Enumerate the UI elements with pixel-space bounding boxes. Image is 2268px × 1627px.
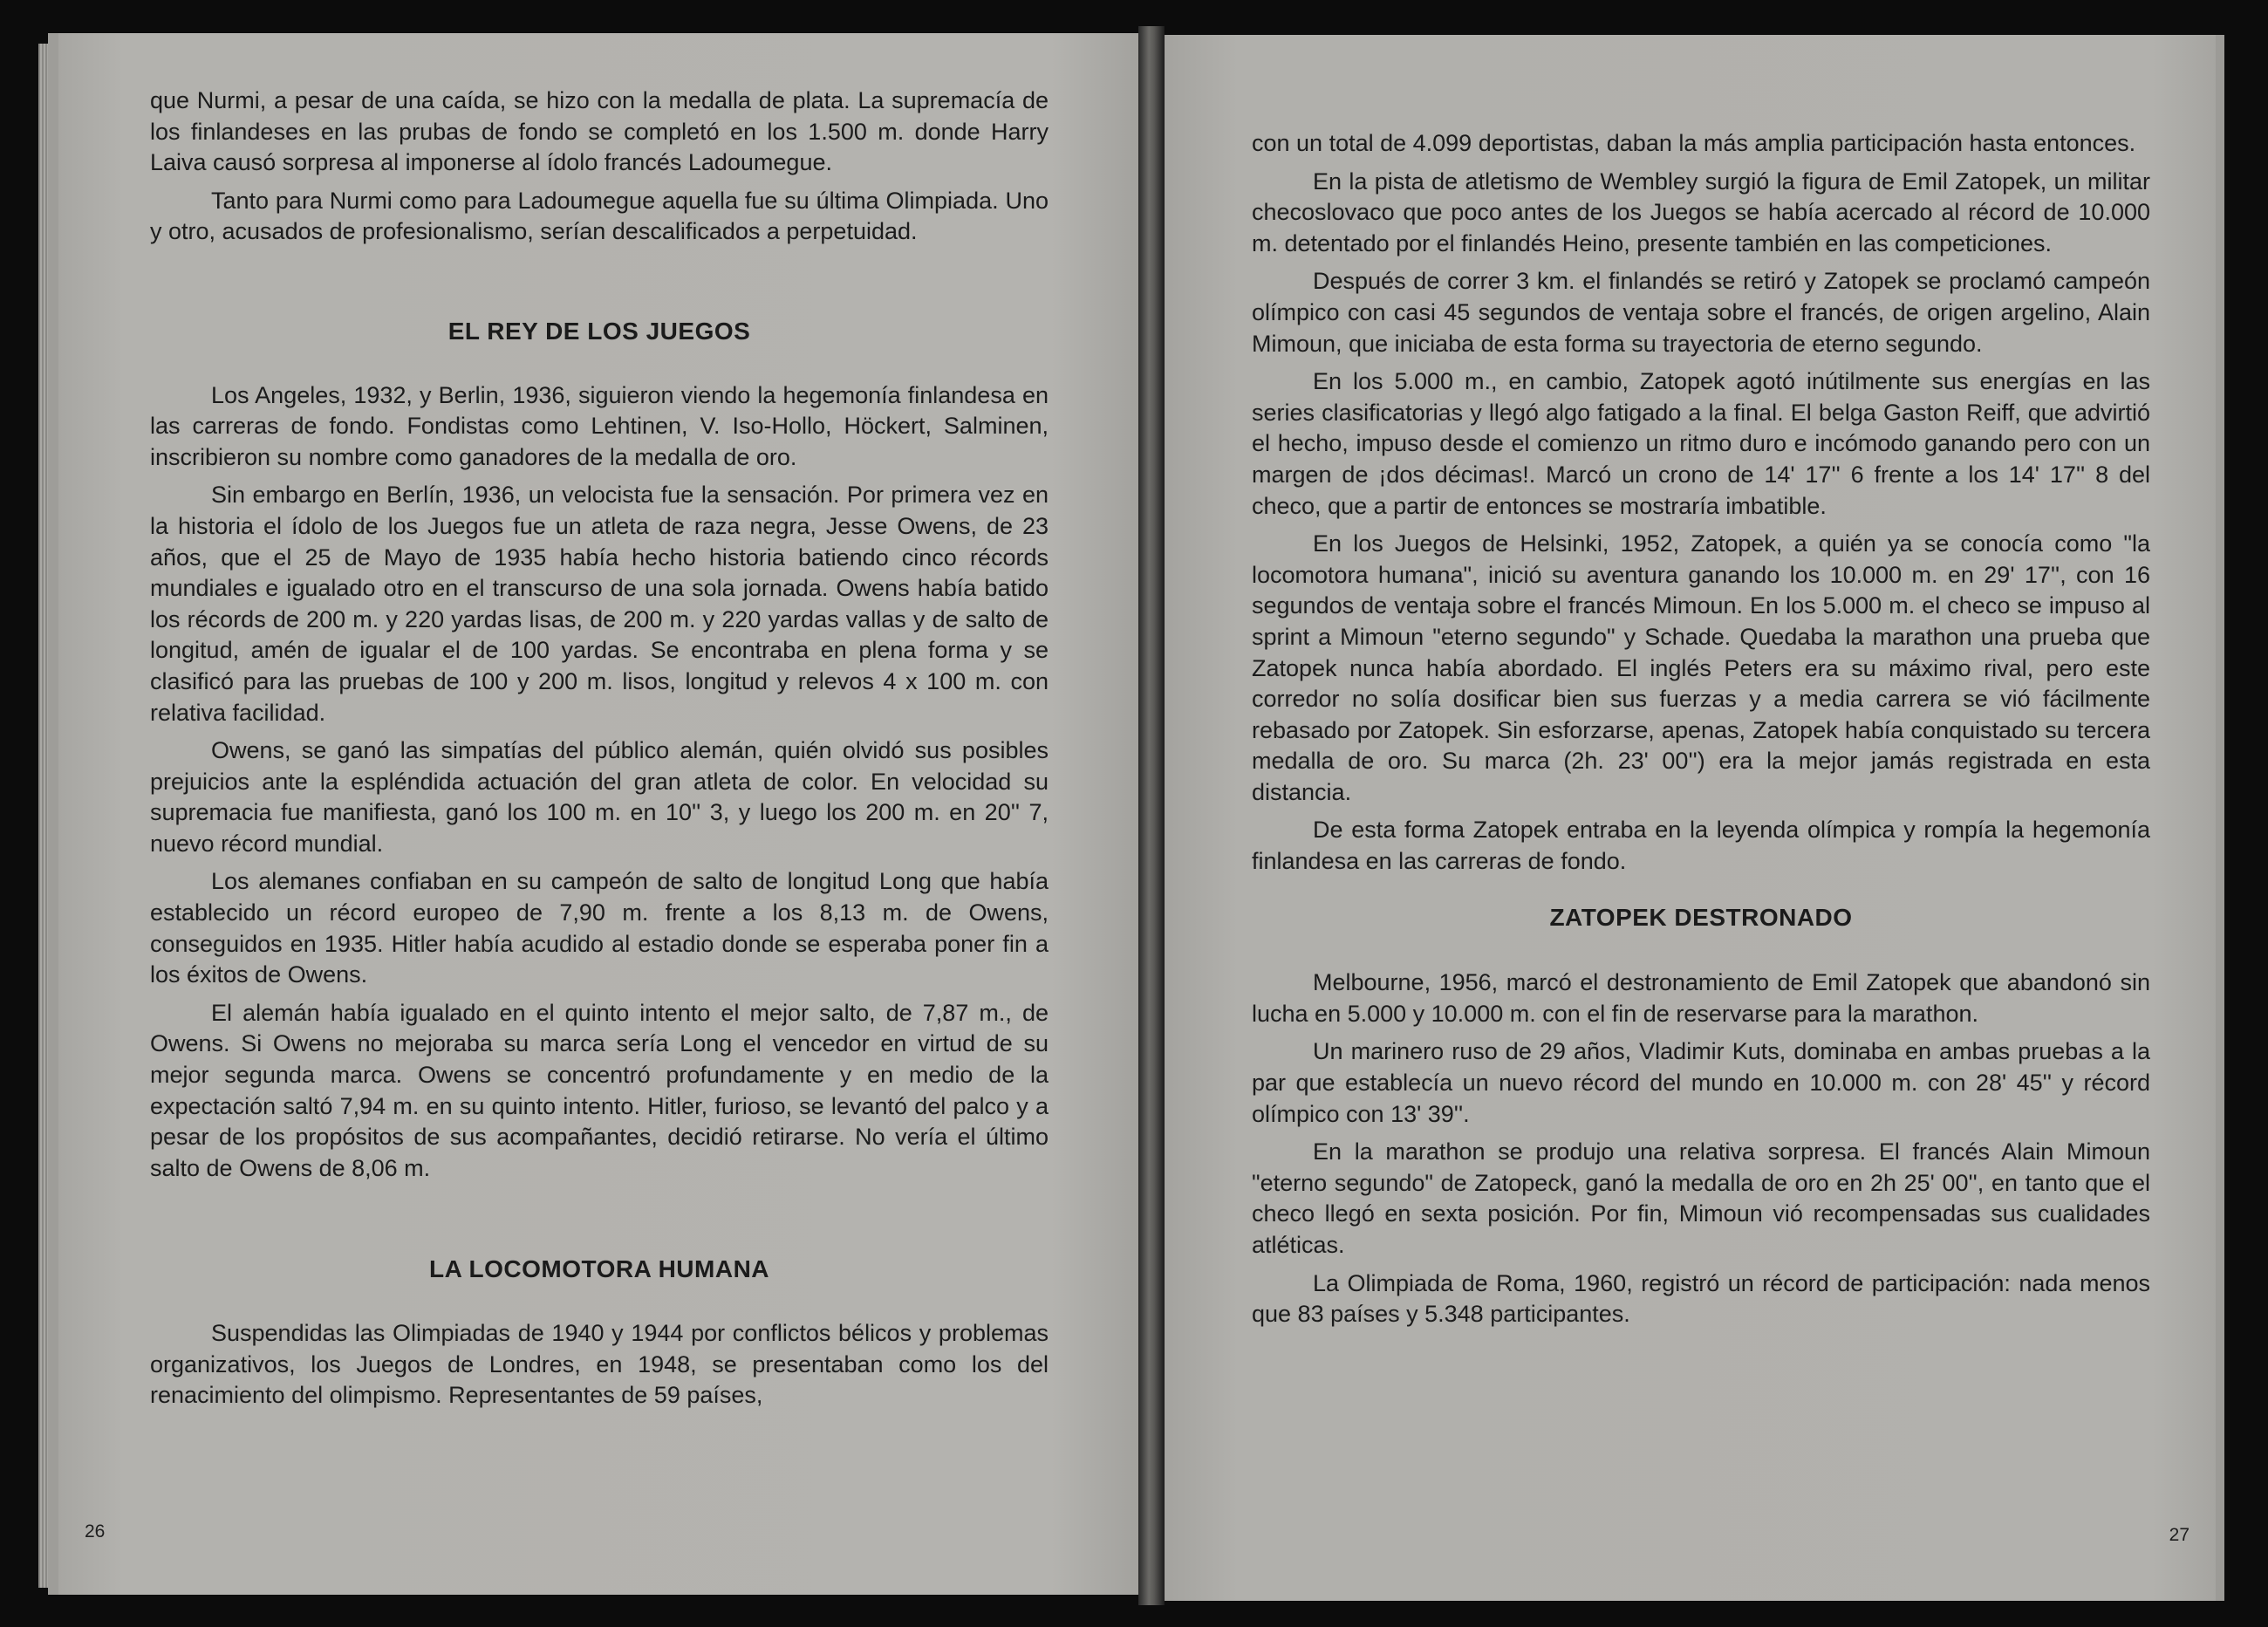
paragraph: Después de correr 3 km. el finlandés se retiró y Zatopek se proclamó campeón olímpico con casi 45 segundos de ventaja sobre el francés, de origen argelino, Alain Mimoun, que iniciaba de esta forma su trayectoria de eterno segundo.: [1252, 268, 2150, 357]
section-title-el-rey-de-los-juegos: EL REY DE LOS JUEGOS: [447, 317, 751, 345]
paragraph: El alemán había igualado en el quinto intento el mejor salto, de 7,87 m., de Owens. Si Owens no mejoraba su marca sería Long el vencedor en virtud de su mejor segunda marca. Owens se concentró profundamente y en medio de la expectación saltó 7,94 m. en su quinto intento. Hitler, furioso, se levantó del palco y a pesar de los propósitos de sus acompañantes, decidió retirarse. No vería el último salto de Owens de 8,06 m.: [150, 999, 1049, 1181]
paragraph: que Nurmi, a pesar de una caída, se hizo con la medalla de plata. La supremacía de los finlandeses en las prubas de fondo se completó en los 1.500 m. donde Harry Laiva causó sorpresa al imponerse al ídolo francés Ladoumegue.: [150, 87, 1049, 176]
book-gutter: [1138, 26, 1165, 1605]
paragraph: La Olimpiada de Roma, 1960, registró un récord de participación: nada menos que 83 países y 5.348 participantes.: [1252, 1269, 2150, 1328]
paragraph: Owens, se ganó las simpatías del público alemán, quién olvidó sus posibles prejuicios ante la espléndida actuación del gran atleta de color. En velocidad su supremacia fue manifiesta, ganó los 100 m. en 10'' 3, y luego los 200 m. en 20'' 7, nuevo récord mundial.: [150, 737, 1049, 857]
paragraph: Los Angeles, 1932, y Berlin, 1936, siguieron viendo la hegemonía finlandesa en las carreras de fondo. Fondistas como Lehtinen, V. Iso-Hollo, Höckert, Salminen, inscribieron su nombre como ganadores de la medalla de oro.: [150, 381, 1049, 470]
right-page: [1165, 35, 2224, 1601]
section-title-la-locomotora-humana: LA LOCOMOTORA HUMANA: [428, 1255, 770, 1283]
paragraph: En los 5.000 m., en cambio, Zatopek agotó inútilmente sus energías en las series clasificatorias y llegó algo fatigado a la final. El belga Gaston Reiff, que advirtió el hecho, impuso desde el comienzo un ritmo duro e incómodo ganando pero con un margen de ¡dos décimas!. Marcó un crono de 14' 17'' 6 frente a los 14' 17'' 8 del checo, que a partir de entonces se mostraría imbatible.: [1252, 368, 2150, 519]
right-page-text-column: [1252, 128, 2150, 1337]
paragraph: Un marinero ruso de 29 años, Vladimir Kuts, dominaba en ambas pruebas a la par que establecía un nuevo récord del mundo en 10.000 m. con 28' 45'' y récord olímpico con 13' 39''.: [1252, 1038, 2150, 1127]
paragraph: Tanto para Nurmi como para Ladoumegue aquella fue su última Olimpiada. Uno y otro, acusados de profesionalismo, serían descalificados a perpetuidad.: [150, 187, 1049, 245]
paragraph: Sin embargo en Berlín, 1936, un velocista fue la sensación. Por primera vez en la historia el ídolo de los Juegos fue un atleta de raza negra, Jesse Owens, de 23 años, que el 25 de Mayo de 1935 había hecho historia batiendo cinco récords mundiales e igualado otro en el transcurso de una sola jornada. Owens había batido los récords de 200 m. y 220 yardas lisas, de 200 m. y 220 yardas vallas y de salto de longitud, amén de igualar el de 100 yardas. Se encontraba en plena forma y se clasificó para las pruebas de 100 y 200 m. lisos, longitud y relevos 4 x 100 m. con relativa facilidad.: [150, 482, 1049, 726]
paragraph: En la marathon se produjo una relativa sorpresa. El francés Alain Mimoun "eterno segundo" de Zatopeck, ganó la medalla de oro en 2h 25' 00'', en tanto que el checo llegó en sexta posición. Por fin, Mimoun vió recompensadas sus cualidades atléticas.: [1252, 1138, 2150, 1258]
page-number: 26: [85, 1521, 106, 1542]
section-title-zatopek-destronado: ZATOPEK DESTRONADO: [1549, 903, 1853, 931]
left-page-text-column: [150, 85, 1049, 1418]
paragraph: Los alemanes confiaban en su campeón de salto de longitud Long que había establecido un récord europeo de 7,90 m. frente a los 8,13 m. de Owens, conseguidos en 1935. Hitler había acudido al estadio donde se esperaba poner fin a los éxitos de Owens.: [150, 868, 1049, 988]
paragraph: En la pista de atletismo de Wembley surgió la figura de Emil Zatopek, un militar checoslovaco que poco antes de los Juegos se había acercado al récord de 10.000 m. detentado por el finlandés Heino, presente también en las competiciones.: [1252, 167, 2150, 256]
paragraph: con un total de 4.099 deportistas, daban la más amplia participación hasta entonces.: [1252, 130, 2136, 156]
paragraph: Melbourne, 1956, marcó el destronamiento de Emil Zatopek que abandonó sin lucha en 5.000 y 10.000 m. con el fin de reservarse para la marathon.: [1252, 969, 2150, 1027]
left-page: [48, 33, 1138, 1595]
page-number: 27: [2169, 1525, 2189, 1545]
paragraph: En los Juegos de Helsinki, 1952, Zatopek, a quién ya se conocía como "la locomotora humana", inició su aventura ganando los 10.000 m. en 29' 17'', con 16 segundos de ventaja sobre el francés Mimoun. En los 5.000 m. el checo se impuso al sprint a Mimoun "eterno segundo" y Schade. Quedaba la marathon una prueba que Zatopek nunca había abordado. El inglés Peters era su máximo rival, pero este corredor no solía dosificar bien sus fuerzas y a media carrera se vió fácilmente rebasado por Zatopek. Sin esforzarse, apenas, Zatopek había conquistado su tercera medalla de oro. Su marca (2h. 23' 00'') era la mejor jamás registrada en esta distancia.: [1252, 530, 2150, 805]
paragraph: De esta forma Zatopek entraba en la leyenda olímpica y rompía la hegemonía finlandesa en las carreras de fondo.: [1252, 817, 2150, 875]
paragraph: Suspendidas las Olimpiadas de 1940 y 1944 por conflictos bélicos y problemas organizativos, los Juegos de Londres, en 1948, se presentaban como los del renacimiento del olimpismo. Representantes de 59 países,: [150, 1320, 1049, 1409]
